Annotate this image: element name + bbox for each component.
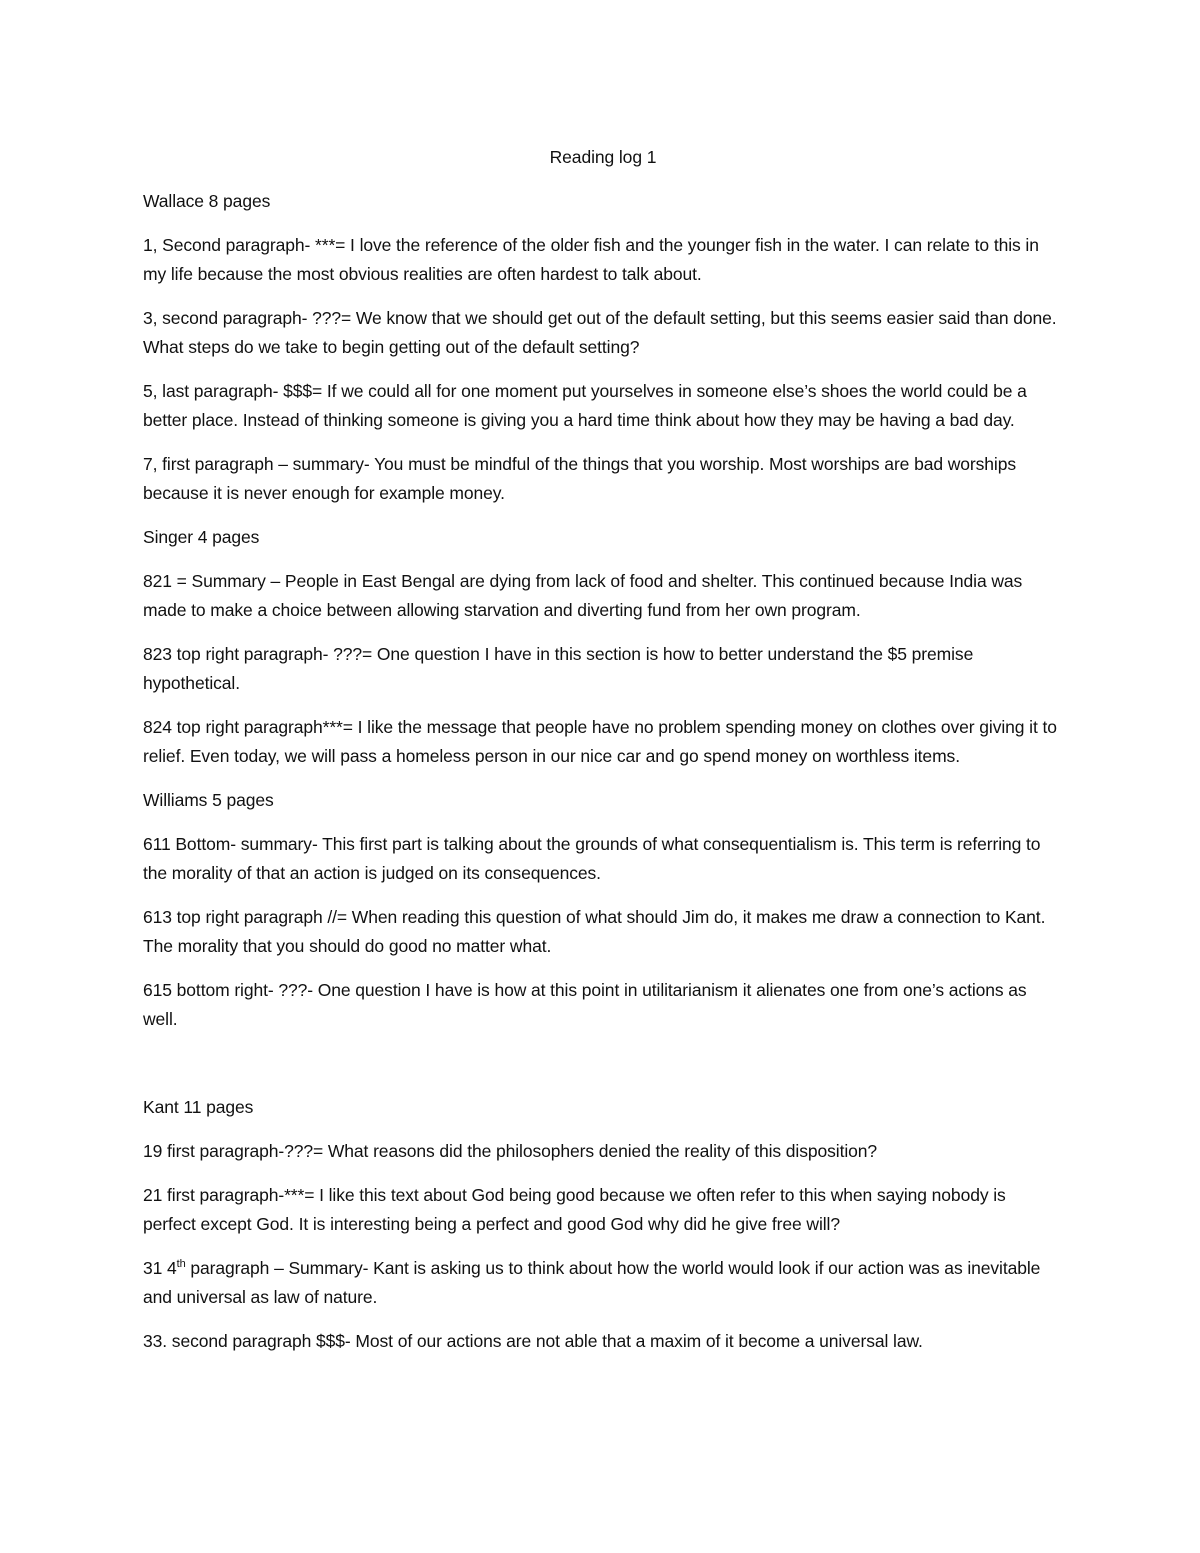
log-entry: 7, first paragraph – summary- You must be mindful of the things that you worship. Most worships are bad worships because it is never enough for example money. <box>143 454 1016 503</box>
section-heading-kant: Kant 11 pages <box>143 1097 254 1117</box>
log-entry: 821 = Summary – People in East Bengal are dying from lack of food and shelter. This continued because India was made to make a choice between allowing starvation and diverting fund from her own program. <box>143 571 1023 620</box>
log-entry: 615 bottom right- ???- One question I have is how at this point in utilitarianism it alienates one from one’s actions as well. <box>143 980 1027 1029</box>
log-entry: 19 first paragraph-???= What reasons did the philosophers denied the reality of this disposition? <box>143 1141 878 1161</box>
log-entry: 823 top right paragraph- ???= One question I have in this section is how to better understand the $5 premise hypothetical. <box>143 644 974 693</box>
blank-line <box>143 1049 1063 1093</box>
log-entry: 1, Second paragraph- ***= I love the reference of the older fish and the younger fish in the water. I can relate to this in my life because the most obvious realities are often hardest to talk about. <box>143 235 1039 284</box>
document-body <box>143 143 1063 1371</box>
section-heading-singer: Singer 4 pages <box>143 527 260 547</box>
log-entry: 3, second paragraph- ???= We know that we should get out of the default setting, but this seems easier said than done. What steps do we take to begin getting out of the default setting? <box>143 308 1057 357</box>
log-entry: 824 top right paragraph***= I like the message that people have no problem spending money on clothes over giving it to relief. Even today, we will pass a homeless person in our nice car and go spend money on worthless items. <box>143 717 1057 766</box>
section-heading-wallace: Wallace 8 pages <box>143 191 271 211</box>
document-title: Reading log 1 <box>549 147 657 167</box>
log-entry-31 <box>143 1254 1063 1312</box>
section-heading-williams: Williams 5 pages <box>143 790 274 810</box>
log-entry: 33. second paragraph $$$- Most of our actions are not able that a maxim of it become a universal law. <box>143 1331 923 1351</box>
log-entry: 611 Bottom- summary- This first part is talking about the grounds of what consequentialism is. This term is referring to the morality of that an action is judged on its consequences. <box>143 834 1041 883</box>
log-entry: 21 first paragraph-***= I like this text about God being good because we often refer to this when saying nobody is perfect except God. It is interesting being a perfect and good God why did he give free will? <box>143 1185 1006 1234</box>
log-entry: 5, last paragraph- $$$= If we could all for one moment put yourselves in someone else’s shoes the world could be a better place. Instead of thinking someone is giving you a hard time think about how they may be having a bad day. <box>143 381 1027 430</box>
entry-31-superscript: th <box>176 1258 186 1271</box>
entry-31-text: paragraph – Summary- Kant is asking us to think about how the world would look if our action was as inevitable and universal as law of nature. <box>143 1258 1041 1307</box>
log-entry: 613 top right paragraph //= When reading this question of what should Jim do, it makes me draw a connection to Kant. The morality that you should do good no matter what. <box>143 907 1046 956</box>
entry-31-prefix: 31 4 <box>143 1258 177 1278</box>
